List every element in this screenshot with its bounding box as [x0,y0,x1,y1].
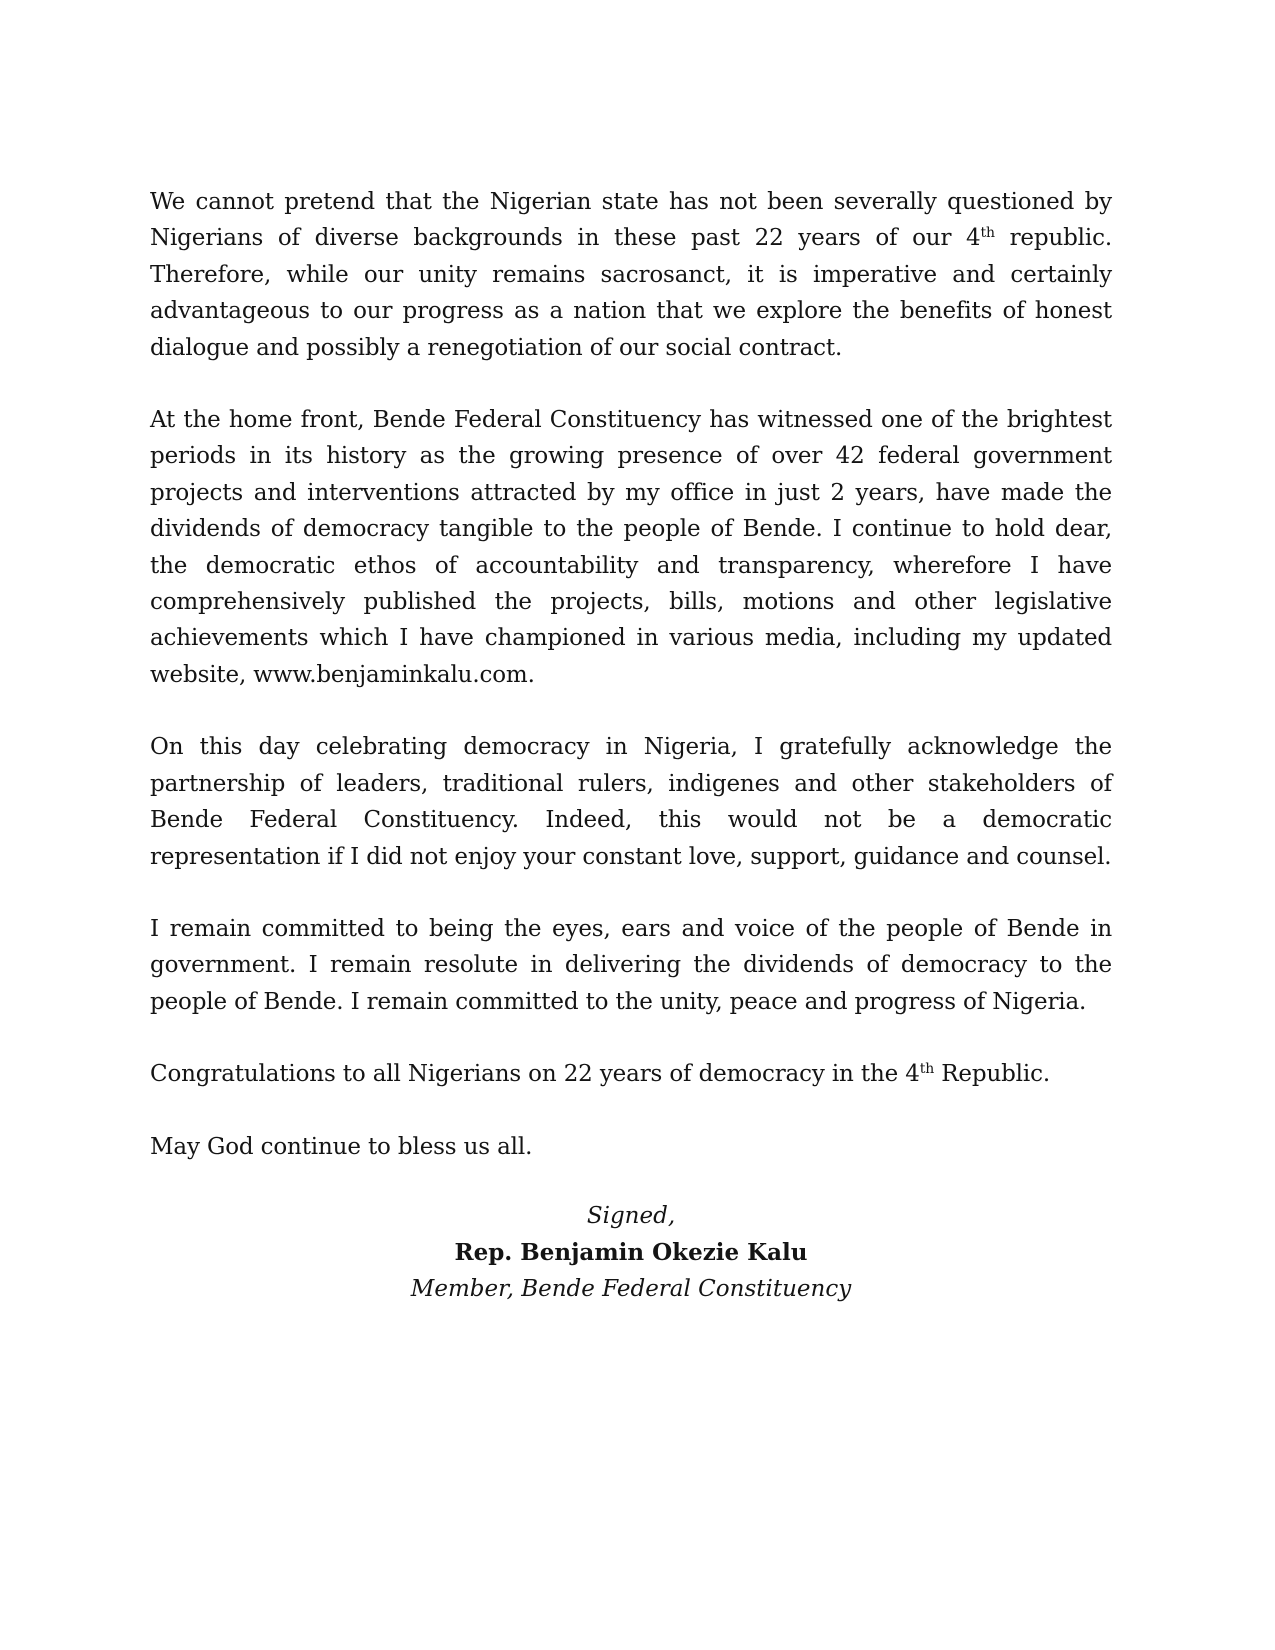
letter-body [150,184,1112,1201]
signature-block [150,1198,1112,1308]
paragraph-congratulations [150,1056,1112,1092]
signed-label: Signed, [586,1203,676,1229]
paragraph-home-front: At the home front, Bende Federal Constituency has witnessed one of the brightest periods in its history as the growing presence of over 42 federal government projects and interventions attracted by my office in just 2 years, have made the dividends of democracy tangible to the people of Bende. I continue to hold dear, the democratic ethos of accountability and transparency, wherefore I have comprehensively published the projects, bills, motions and other legislative achievements which I have championed in various media, including my updated website, www.benjaminkalu.com. [150,407,1112,688]
paragraph-republic-text-end: republic. Therefore, while our unity remains sacrosanct, it is imperative and certainly advantageous to our progress as a nation that we explore the benefits of honest dialogue and possibly a renegotiation of our social contract. [150,225,1112,361]
paragraph-acknowledgement: On this day celebrating democracy in Nigeria, I gratefully acknowledge the partnership of leaders, traditional rulers, indigenes and other stakeholders of Bende Federal Constituency. Indeed, this would not be a democratic representation if I did not enjoy your constant love, support, guidance and counsel. [150,734,1112,870]
signatory-name: Rep. Benjamin Okezie Kalu [454,1238,808,1266]
congratulations-text-start: Congratulations to all Nigerians on 22 years of democracy in the 4 [150,1061,920,1088]
signatory-role: Member, Bende Federal Constituency [410,1276,852,1302]
ordinal-suffix: th [980,225,995,242]
congratulations-text-end: Republic. [934,1061,1050,1088]
paragraph-republic-text-start: We cannot pretend that the Nigerian state has not been severally questioned by Nigerians of diverse backgrounds in these past 22 years of our 4 [150,189,1112,252]
ordinal-suffix: th [919,1061,935,1078]
paragraph-blessing: May God continue to bless us all. [150,1133,533,1160]
paragraph-commitment: I remain committed to being the eyes, ears and voice of the people of Bende in government. I remain resolute in delivering the dividends of democracy to the people of Bende. I remain committed to the unity, peace and progress of Nigeria. [150,915,1112,1015]
paragraph-republic [150,184,1112,366]
